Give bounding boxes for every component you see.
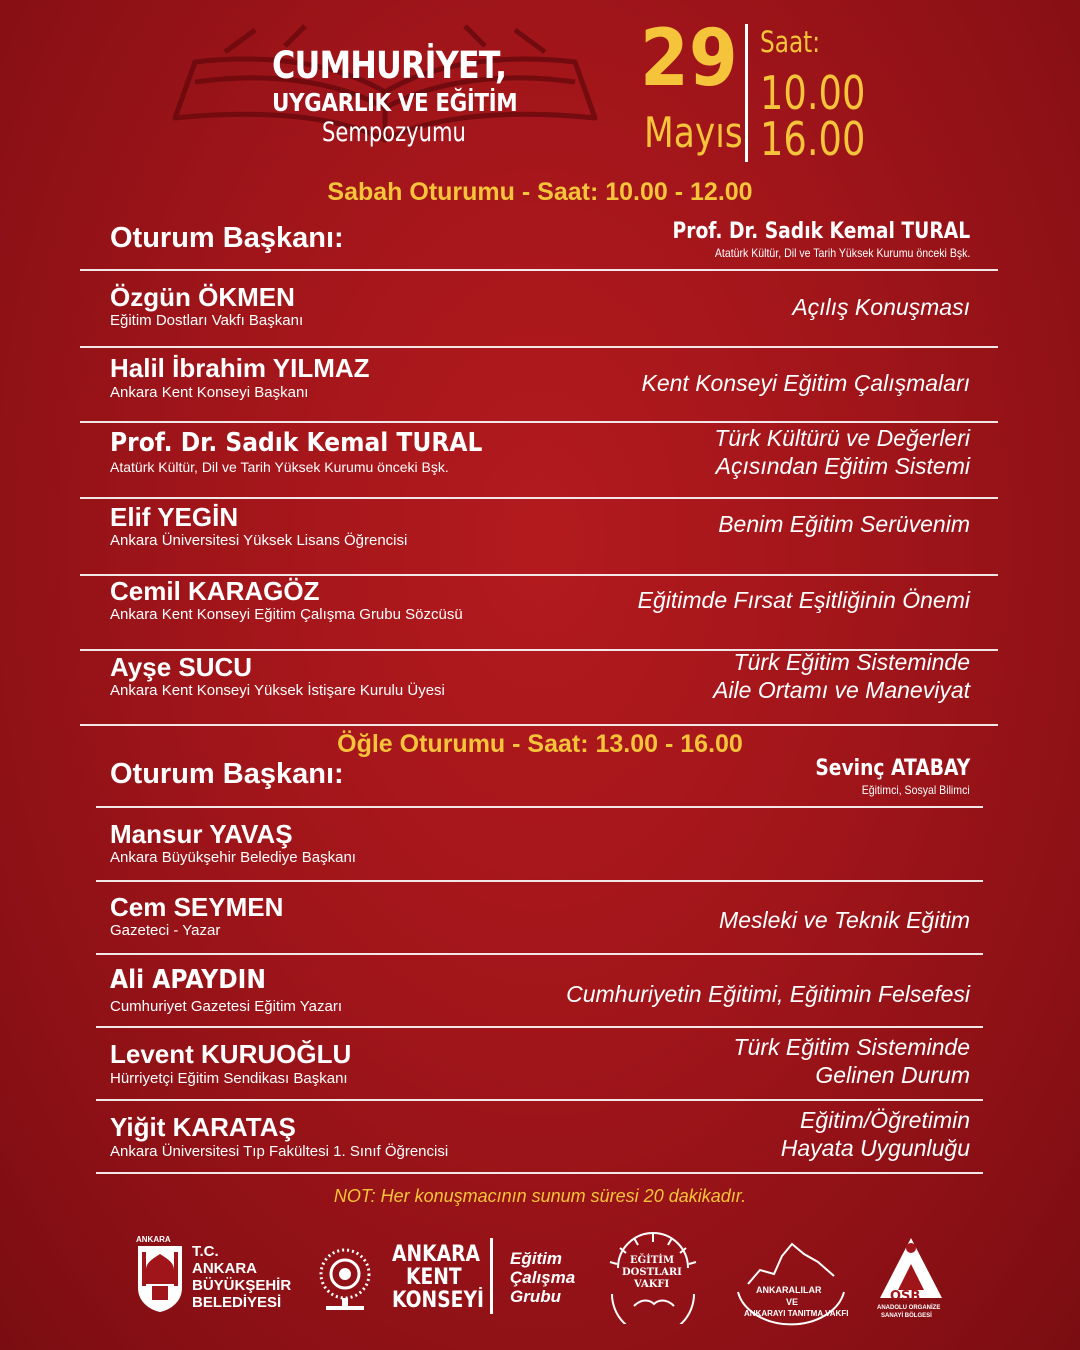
title-line-2: UYGARLIK VE EĞİTİM xyxy=(272,88,518,117)
speaker-name: Ali APAYDIN xyxy=(110,965,266,995)
afternoon-chair-label: Oturum Başkanı: xyxy=(110,758,344,790)
speaker-topic-line-1: Türk Eğitim Sisteminde xyxy=(733,1034,970,1060)
abb-line-3: BÜYÜKŞEHİR xyxy=(192,1277,292,1294)
divider xyxy=(96,1026,983,1028)
morning-chair-label: Oturum Başkanı: xyxy=(110,222,344,254)
osb-mark: OSB xyxy=(890,1289,921,1304)
speaker-name: Cem SEYMEN xyxy=(110,892,284,922)
speaker-topic: Açılış Konuşması xyxy=(792,294,970,320)
speaker-role: Ankara Üniversitesi Tıp Fakültesi 1. Sınıf Öğrencisi xyxy=(110,1143,449,1160)
speaker-name: Yiğit KARATAŞ xyxy=(110,1112,296,1142)
morning-session-title: Sabah Oturumu - Saat: 10.00 - 12.00 xyxy=(327,178,753,206)
edv-line-2: DOSTLARI xyxy=(622,1267,682,1278)
kk-line-2: KENT xyxy=(406,1265,462,1290)
divider xyxy=(96,806,983,808)
atv-line-2: VE xyxy=(786,1297,799,1307)
speaker-topic: Kent Konseyi Eğitim Çalışmaları xyxy=(641,370,970,396)
afternoon-chair-role: Eğitimci, Sosyal Bilimci xyxy=(862,783,970,797)
speaker-role: Hürriyetçi Eğitim Sendikası Başkanı xyxy=(110,1070,348,1087)
event-month: Mayıs xyxy=(644,108,743,157)
speaker-topic: Eğitimde Fırsat Eşitliğinin Önemi xyxy=(637,587,970,613)
speaker-name: Ayşe SUCU xyxy=(110,652,253,682)
ecg-line-2: Çalışma xyxy=(510,1268,576,1287)
abb-line-2: ANKARA xyxy=(192,1260,257,1277)
speaker-name: Özgün ÖKMEN xyxy=(110,282,295,312)
speaker-topic-line-2: Açısından Eğitim Sistemi xyxy=(715,453,970,479)
date-divider xyxy=(745,24,748,162)
speaker-topic-line-2: Hayata Uygunluğu xyxy=(780,1135,970,1161)
speaker-name: Halil İbrahim YILMAZ xyxy=(110,353,370,383)
speaker-name: Cemil KARAGÖZ xyxy=(110,576,320,606)
speaker-topic-line-2: Gelinen Durum xyxy=(815,1062,970,1088)
speaker-topic: Cumhuriyetin Eğitimi, Eğitimin Felsefesi xyxy=(566,981,970,1007)
speaker-role: Cumhuriyet Gazetesi Eğitim Yazarı xyxy=(110,998,343,1015)
speaker-topic-line-2: Aile Ortamı ve Maneviyat xyxy=(713,677,970,703)
speaker-topic: Mesleki ve Teknik Eğitim xyxy=(719,907,970,933)
kk-line-1: ANKARA xyxy=(392,1242,480,1267)
speaker-role: Ankara Üniversitesi Yüksek Lisans Öğrencisi xyxy=(110,532,408,549)
speaker-topic-line-1: Eğitim/Öğretimin xyxy=(800,1107,970,1133)
note-text: NOT: Her konuşmacının sunum süresi 20 dakikadır. xyxy=(333,1186,747,1206)
afternoon-chair-name: Sevinç ATABAY xyxy=(815,756,970,781)
divider xyxy=(80,724,998,726)
title-line-1: CUMHURİYET, xyxy=(272,44,507,87)
divider xyxy=(96,953,983,955)
logo-divider xyxy=(490,1238,493,1314)
divider xyxy=(80,269,998,271)
speaker-role: Ankara Kent Konseyi Başkanı xyxy=(110,384,309,401)
abb-line-4: BELEDİYESİ xyxy=(192,1294,282,1311)
divider xyxy=(96,880,983,882)
ecg-line-1: Eğitim xyxy=(510,1249,562,1268)
edv-line-1: EĞİTİM xyxy=(630,1255,675,1266)
event-day: 29 xyxy=(640,14,738,104)
sun-handshake-icon xyxy=(604,1232,702,1324)
speaker-name: Mansur YAVAŞ xyxy=(110,819,293,849)
ecg-line-3: Grubu xyxy=(510,1287,561,1306)
afternoon-session-title: Öğle Oturumu - Saat: 13.00 - 16.00 xyxy=(337,730,743,758)
speaker-name: Levent KURUOĞLU xyxy=(110,1039,352,1069)
kk-line-3: KONSEYİ xyxy=(392,1288,484,1313)
speaker-role: Ankara Kent Konseyi Eğitim Çalışma Grubu Sözcüsü xyxy=(110,606,463,623)
end-time: 16.00 xyxy=(760,112,866,166)
speaker-role: Eğitim Dostları Vakfı Başkanı xyxy=(110,312,304,329)
speaker-topic-line-1: Türk Eğitim Sisteminde xyxy=(733,649,970,675)
speaker-topic-line-1: Türk Kültürü ve Değerleri xyxy=(714,425,970,451)
divider xyxy=(80,421,998,423)
divider xyxy=(96,1172,983,1174)
osb-sub-2: SANAYİ BÖLGESİ xyxy=(881,1313,932,1319)
osb-sub-1: ANADOLU ORGANİZE xyxy=(877,1305,941,1311)
speaker-role: Atatürk Kültür, Dil ve Tarih Yüksek Kurumu önceki Bşk. xyxy=(110,459,449,475)
speaker-name: Prof. Dr. Sadık Kemal TURAL xyxy=(110,428,483,458)
atv-line-3: ANKARAYI TANITMA VAKFI xyxy=(744,1309,849,1318)
abb-line-1: T.C. xyxy=(192,1243,219,1260)
abb-small-label: ANKARA xyxy=(136,1235,171,1244)
kent-konseyi-emblem-icon xyxy=(306,1238,384,1316)
speaker-role: Ankara Büyükşehir Belediye Başkanı xyxy=(110,849,356,866)
morning-chair-name: Prof. Dr. Sadık Kemal TURAL xyxy=(672,219,970,244)
edv-line-3: VAKFI xyxy=(634,1279,670,1290)
morning-chair-role: Atatürk Kültür, Dil ve Tarih Yüksek Kurumu önceki Bşk. xyxy=(714,246,970,260)
speaker-name: Elif YEGİN xyxy=(110,502,239,532)
ankara-emblem-icon xyxy=(134,1244,186,1314)
divider xyxy=(80,346,998,348)
start-time: 10.00 xyxy=(760,66,866,120)
title-line-3: Sempozyumu xyxy=(322,117,466,148)
atv-line-1: ANKARALILAR xyxy=(756,1285,822,1295)
divider xyxy=(96,1099,983,1101)
divider xyxy=(80,497,998,499)
speaker-role: Ankara Kent Konseyi Yüksek İstişare Kurulu Üyesi xyxy=(110,682,445,699)
time-label: Saat: xyxy=(760,25,821,59)
speaker-topic: Benim Eğitim Serüvenim xyxy=(718,511,970,537)
speaker-role: Gazeteci - Yazar xyxy=(110,922,221,939)
